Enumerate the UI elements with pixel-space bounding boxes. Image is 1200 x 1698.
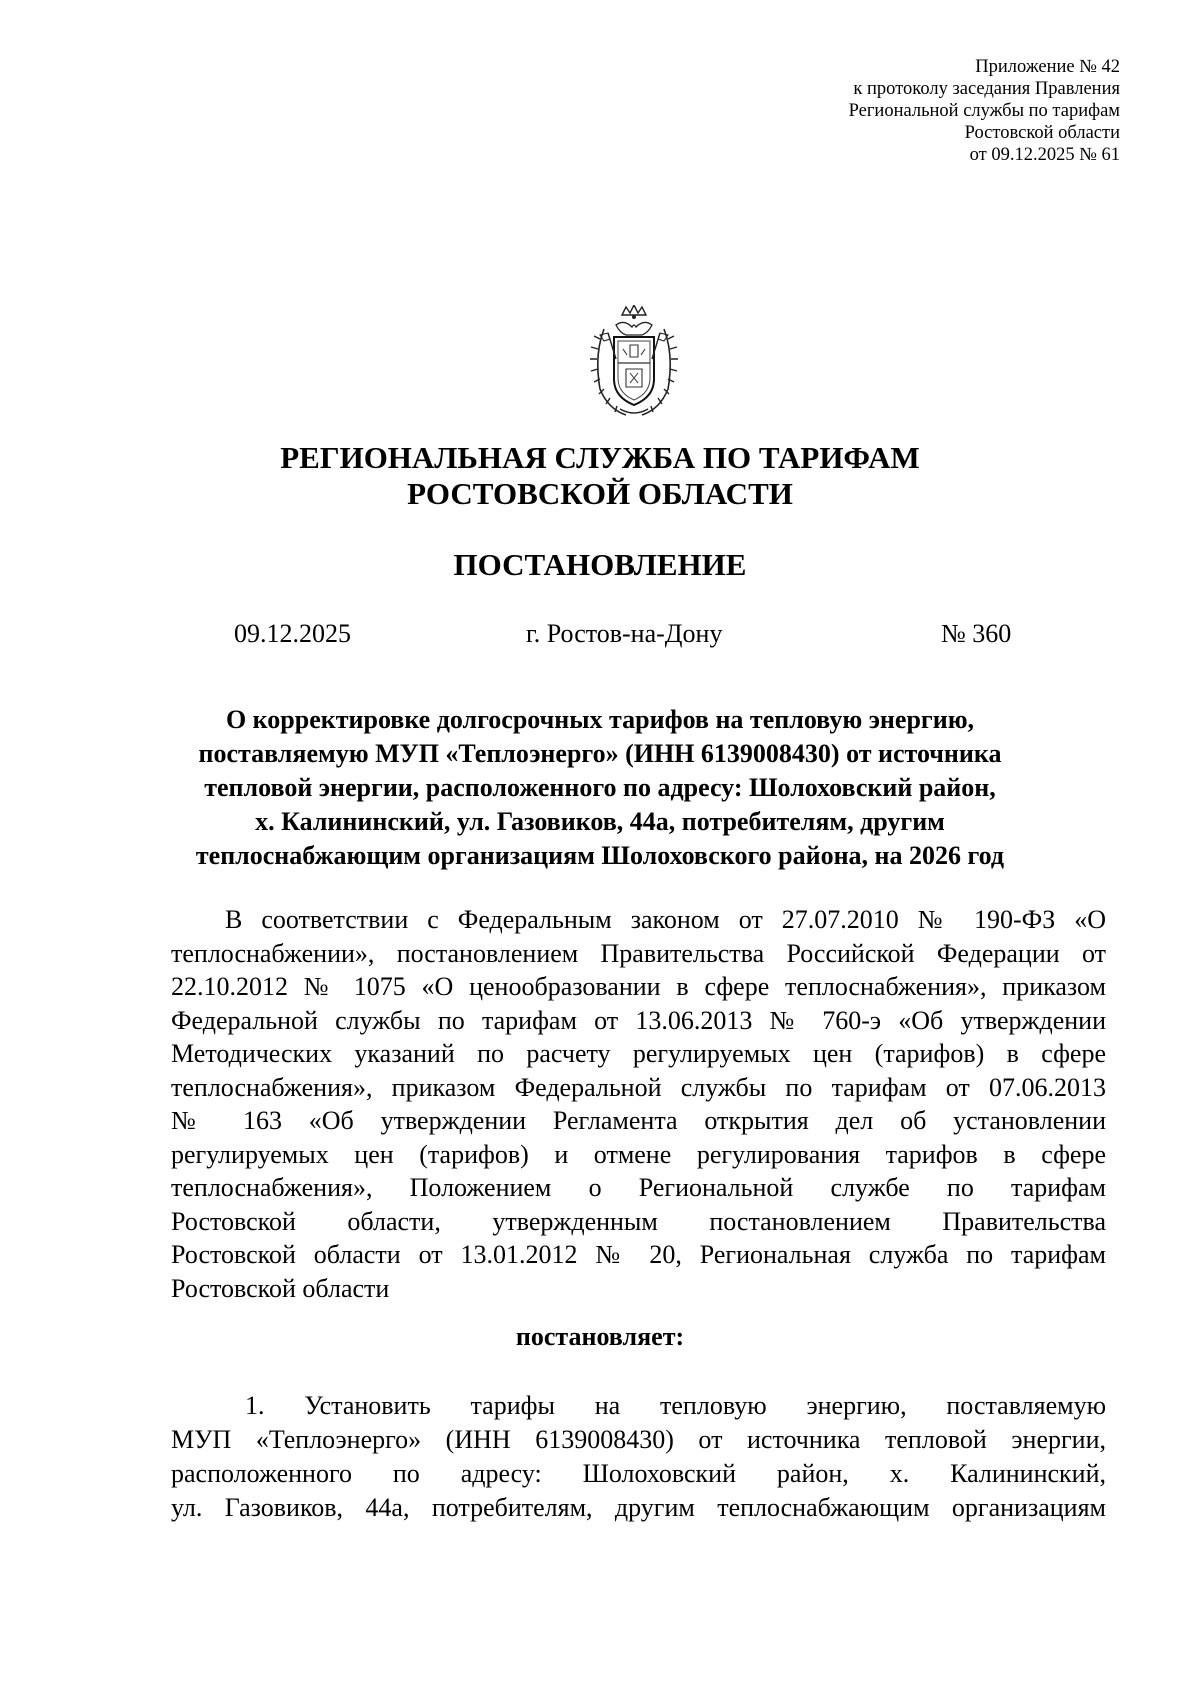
coat-of-arms-icon bbox=[586, 305, 682, 421]
document-date: 09.12.2025 bbox=[234, 619, 351, 648]
point-line: расположенного по адресу: Шолоховский район, х. Калининский, bbox=[171, 1459, 1106, 1488]
organization-line: РОСТОВСКОЙ ОБЛАСТИ bbox=[407, 476, 793, 511]
subject-line: поставляемую МУП «Теплоэнерго» (ИНН 6139008430) от источника bbox=[198, 739, 1002, 768]
preamble-line: Федеральной службы по тарифам от 13.06.2013 № 760-э «Об утверждении bbox=[171, 1005, 1106, 1035]
preamble-line: теплоснабжения», приказом Федеральной службы по тарифам от 07.06.2013 bbox=[171, 1072, 1106, 1102]
subject-line: О корректировке долгосрочных тарифов на тепловую энергию, bbox=[225, 705, 975, 734]
document-meta bbox=[0, 617, 1200, 651]
preamble-line: Методических указаний по расчету регулируемых цен (тарифов) в сфере bbox=[171, 1039, 1106, 1068]
point-line: МУП «Теплоэнерго» (ИНН 6139008430) от источника тепловой энергии, bbox=[171, 1425, 1106, 1454]
preamble-line: теплоснабжения», Положением о Региональной службе по тарифам bbox=[171, 1173, 1106, 1202]
preamble-line: В соответствии с Федеральным законом от 27.07.2010 № 190-ФЗ «О bbox=[225, 905, 1106, 934]
organization-title bbox=[0, 440, 1200, 512]
preamble-line: регулируемых цен (тарифов) и отмене регулирования тарифов в сфере bbox=[171, 1139, 1106, 1169]
document-city: г. Ростов-на-Дону bbox=[526, 619, 723, 648]
document-number: № 360 bbox=[941, 619, 1012, 648]
preamble-line: Ростовской области bbox=[171, 1273, 390, 1303]
appendix-line: к протоколу заседания Правления bbox=[853, 79, 1120, 99]
preamble-paragraph bbox=[171, 903, 1106, 1305]
subject-line: теплоснабжающим организациям Шолоховского района, на 2026 год bbox=[195, 841, 1005, 870]
appendix-line: от 09.12.2025 № 61 bbox=[969, 145, 1120, 165]
decree-word: постановляет: bbox=[515, 1322, 685, 1351]
document-type: ПОСТАНОВЛЕНИЕ bbox=[453, 547, 747, 582]
appendix-note bbox=[700, 56, 1120, 166]
subject-line: тепловой энергии, расположенного по адресу: Шолоховский район, bbox=[204, 773, 996, 802]
document-subject bbox=[120, 703, 1080, 873]
subject-line: х. Калининский, ул. Газовиков, 44а, потребителям, другим bbox=[255, 807, 945, 836]
preamble-line: Ростовской области от 13.01.2012 № 20, Региональная служба по тарифам bbox=[171, 1240, 1106, 1269]
appendix-line: Ростовской области bbox=[964, 123, 1120, 143]
preamble-line: № 163 «Об утверждении Регламента открытия дел об установлении bbox=[171, 1106, 1106, 1135]
appendix-line: Региональной службы по тарифам bbox=[848, 101, 1120, 121]
preamble-line: теплоснабжении», постановлением Правительства Российской Федерации от bbox=[171, 938, 1106, 968]
organization-line: РЕГИОНАЛЬНАЯ СЛУЖБА ПО ТАРИФАМ bbox=[280, 440, 920, 475]
preamble-line: Ростовской области, утвержденным постановлением Правительства bbox=[171, 1206, 1106, 1236]
point-line: ул. Газовиков, 44а, потребителям, другим теплоснабжающим организациям bbox=[171, 1493, 1106, 1522]
point-line: 1. Установить тарифы на тепловую энергию, поставляемую bbox=[245, 1391, 1106, 1420]
appendix-line: Приложение № 42 bbox=[975, 57, 1120, 77]
resolution-point-1 bbox=[171, 1389, 1106, 1525]
preamble-line: 22.10.2012 № 1075 «О ценообразовании в сфере теплоснабжения», приказом bbox=[171, 972, 1106, 1001]
